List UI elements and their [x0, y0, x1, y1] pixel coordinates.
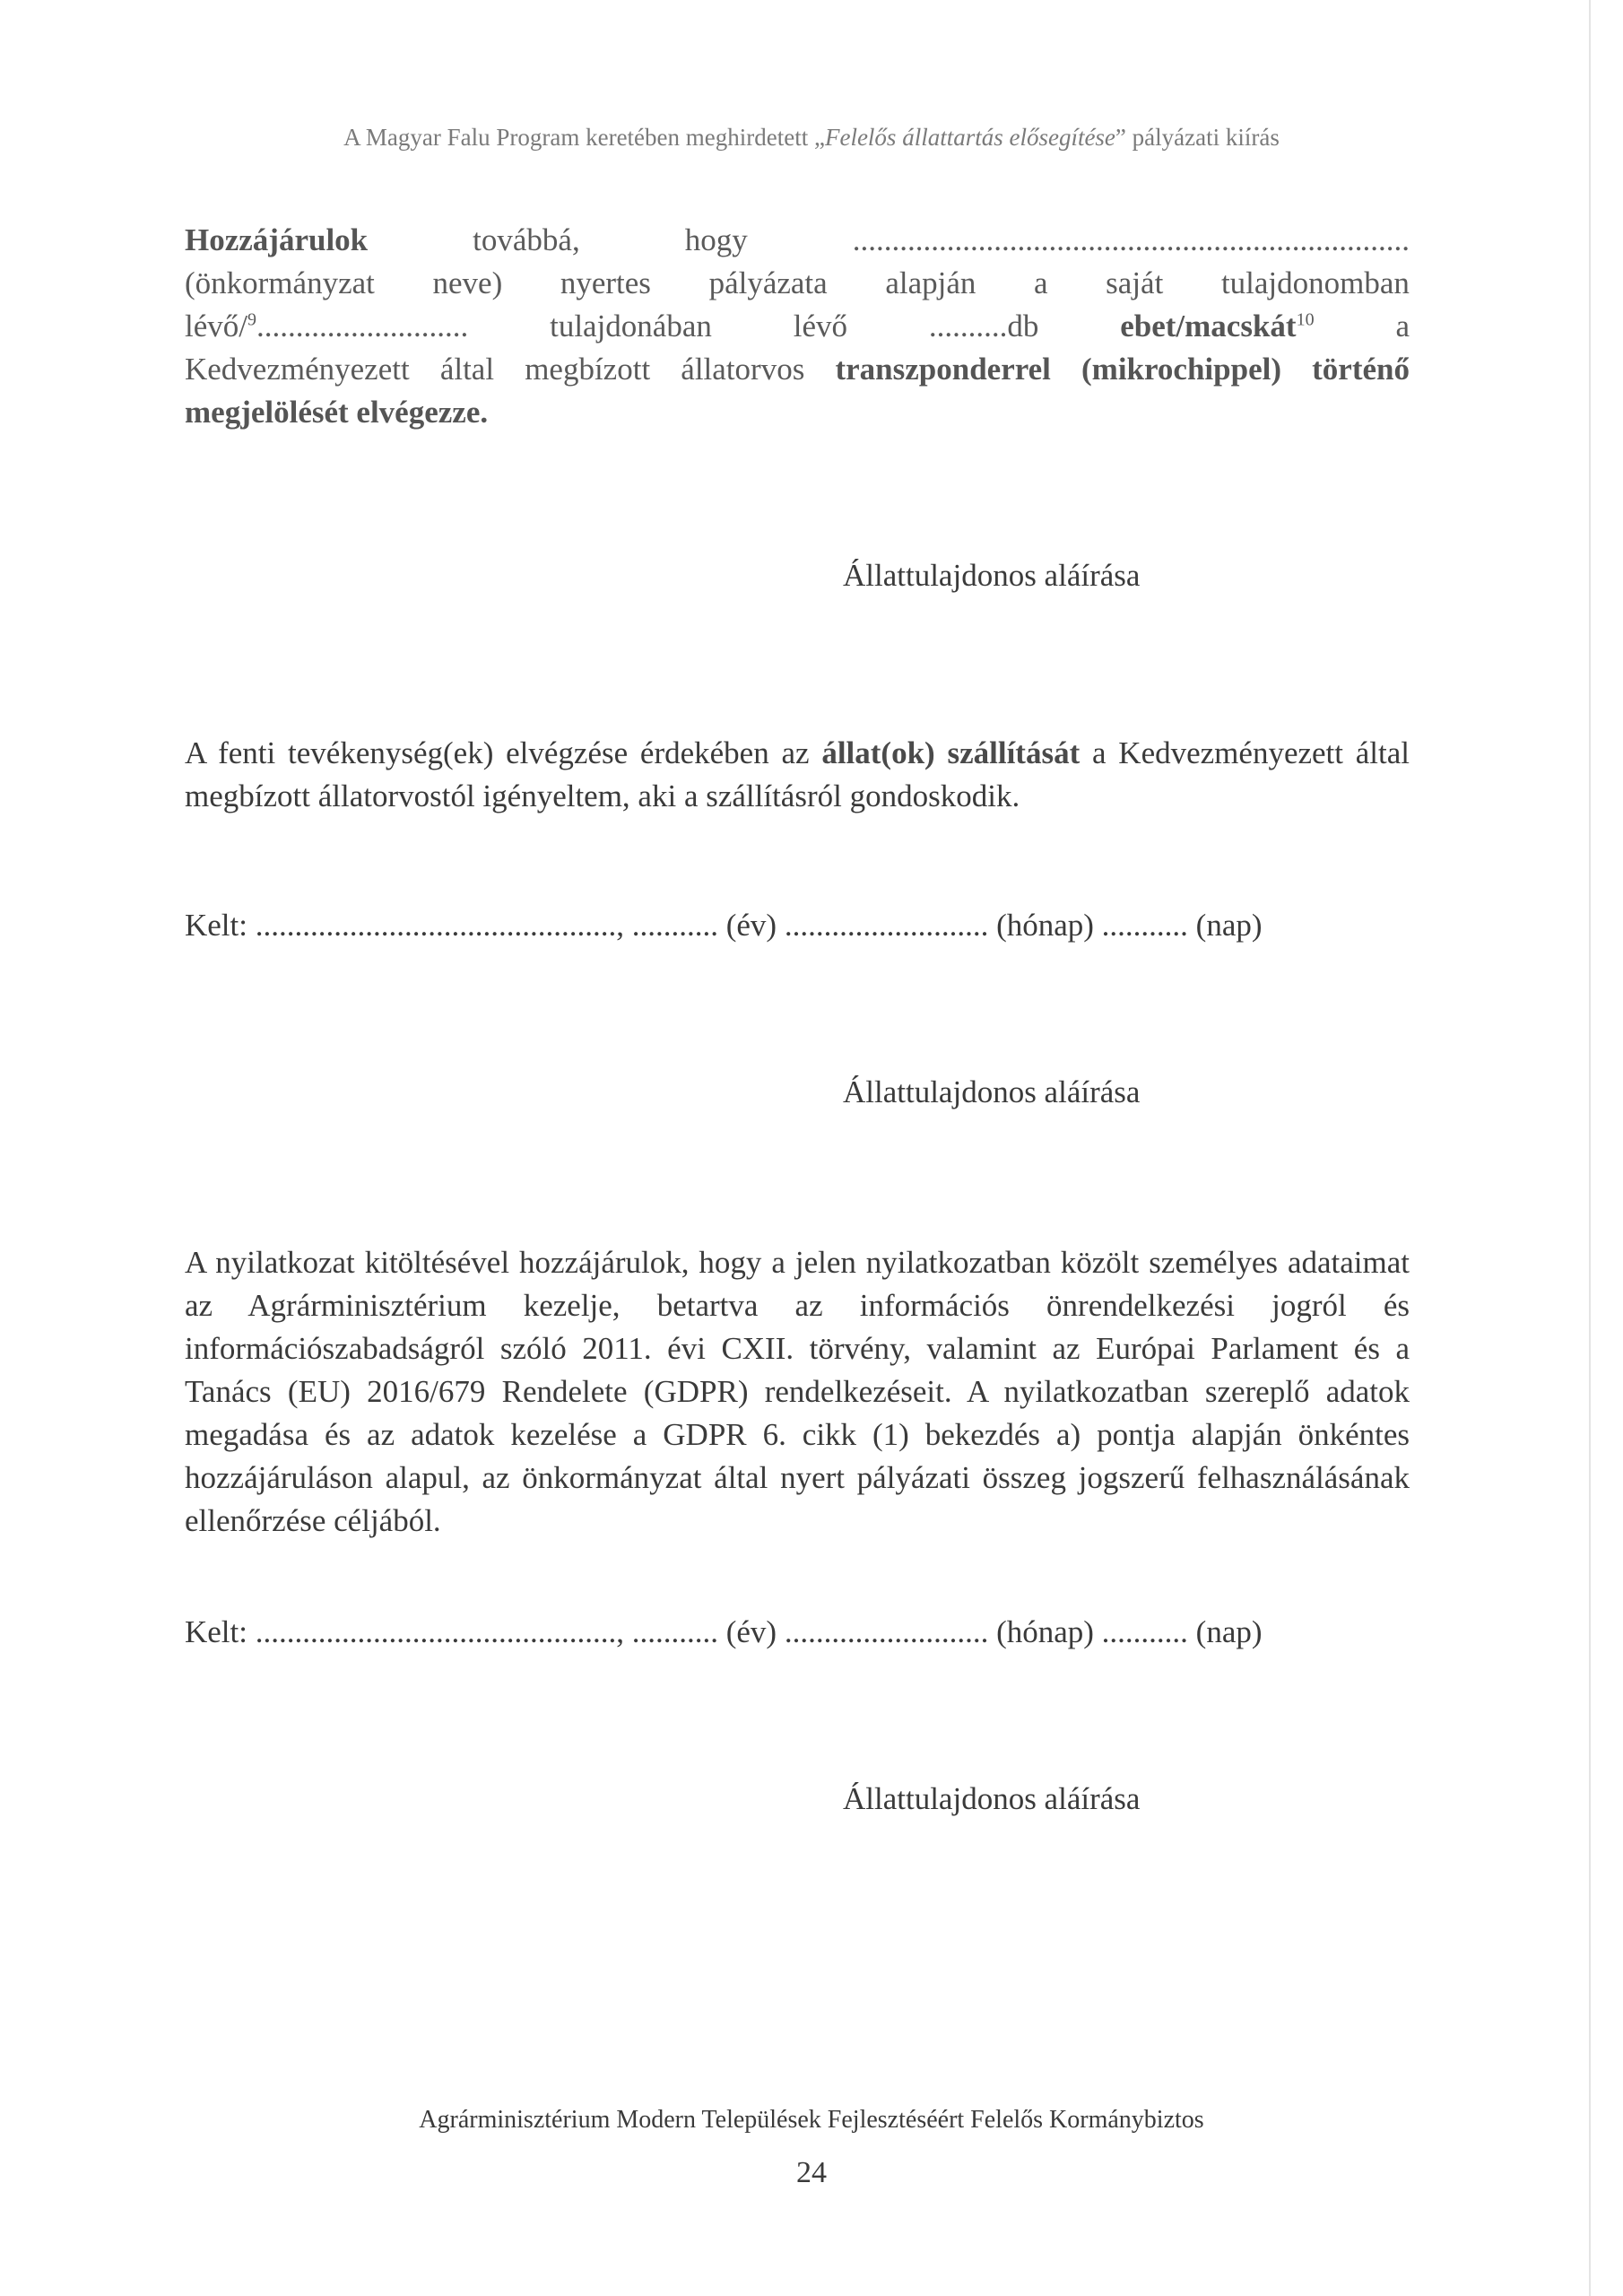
consent-word: ebet/macskát [1120, 309, 1297, 344]
date-line-2[interactable]: Kelt: .............................................., ........... (év) .......................... (hónap) ........... (nap) [185, 1614, 1263, 1649]
consent-word: által [439, 352, 495, 387]
consent-word: továbbá, [473, 222, 580, 257]
page-footer: Agrárminisztérium Modern Települések Fejlesztéséért Felelős Kormánybiztos [419, 2106, 1204, 2134]
fill-in-dots[interactable]: ........................... [256, 309, 469, 344]
fill-in-dots[interactable]: ....................................................................... [852, 222, 1410, 257]
fill-in-dots[interactable]: .......... [928, 309, 1008, 344]
owner-signature-label-1: Állattulajdonos aláírása [843, 558, 1141, 593]
consent-word: lévő [793, 309, 847, 344]
consent-word: a [1034, 265, 1048, 300]
consent-word: (mikrochippel) [1081, 352, 1281, 387]
consent-word-group [185, 305, 468, 348]
footnote-ref: 10 [1296, 309, 1315, 330]
consent-line-2 [185, 262, 1410, 305]
consent-word: megjelölését elvégezze. [185, 395, 489, 430]
footnote-ref: 9 [247, 309, 256, 330]
consent-line-1 [185, 219, 1410, 262]
page-header [0, 124, 1623, 152]
consent-word-group [1120, 305, 1314, 348]
consent-word: hogy [684, 222, 748, 257]
transport-bold: állat(ok) szállítását [821, 735, 1081, 770]
consent-word: történő [1312, 352, 1410, 387]
consent-word: lévő/ [185, 309, 247, 344]
consent-word: megbízott [525, 352, 651, 387]
consent-word: db [1007, 309, 1039, 344]
consent-word-group [929, 305, 1039, 348]
consent-word: Hozzájárulok [185, 222, 369, 257]
consent-word: saját [1106, 265, 1164, 300]
transport-text-after: a Kedvezményezett által megbízott állatorvostól igényeltem, aki a szállításról gondoskodik. [185, 735, 1410, 813]
transport-text-before: A fenti tevékenység(ek) elvégzése érdekében az [185, 735, 822, 770]
consent-word: pályázata [708, 265, 828, 300]
consent-word: állatorvos [681, 352, 805, 387]
consent-word: Kedvezményezett [185, 352, 410, 387]
consent-word: a [1395, 309, 1410, 344]
header-prefix: A Magyar Falu Program keretében meghirdetett „ [343, 124, 825, 151]
consent-line-5 [185, 391, 1410, 434]
consent-line-3 [185, 305, 1410, 348]
consent-word: transzponderrel [835, 352, 1051, 387]
owner-signature-label-3: Állattulajdonos aláírása [843, 1781, 1141, 1816]
consent-word: tulajdonomban [1220, 265, 1410, 300]
consent-word: alapján [885, 265, 976, 300]
scan-edge-line [1589, 0, 1591, 2296]
owner-signature-label-2: Állattulajdonos aláírása [843, 1074, 1141, 1109]
page-number: 24 [796, 2156, 827, 2189]
consent-word: (önkormányzat [185, 265, 375, 300]
consent-word: neve) [432, 265, 503, 300]
header-program-title: Felelős állattartás elősegítése [824, 124, 1115, 151]
date-line-1[interactable]: Kelt: .............................................., ........... (év) .......................... (hónap) ........... (nap) [185, 908, 1263, 943]
consent-word: tulajdonában [550, 309, 712, 344]
consent-line-4 [185, 348, 1410, 391]
header-suffix: ” pályázati kiírás [1115, 124, 1280, 151]
consent-word: nyertes [560, 265, 651, 300]
transport-paragraph [185, 732, 1410, 818]
gdpr-paragraph: A nyilatkozat kitöltésével hozzájárulok, hogy a jelen nyilatkozatban közölt személyes adataimat az Agrárminisztérium kezelje, betartva az információs önrendelkezési jogról és információszabadságról szóló 2011. évi CXII. törvény, valamint az Európai Parlament és a Tanács (EU) 2016/679 Rendelete (GDPR) rendelkezéseit. A nyilatkozatban szereplő adatok megadása és az adatok kezelése a GDPR 6. cikk (1) bekezdés a) pontja alapján önkéntes hozzájáruláson alapul, az önkormányzat által nyert pályázati összeg jogszerű felhasználásának ellenőrzése céljából. [185, 1245, 1410, 1538]
